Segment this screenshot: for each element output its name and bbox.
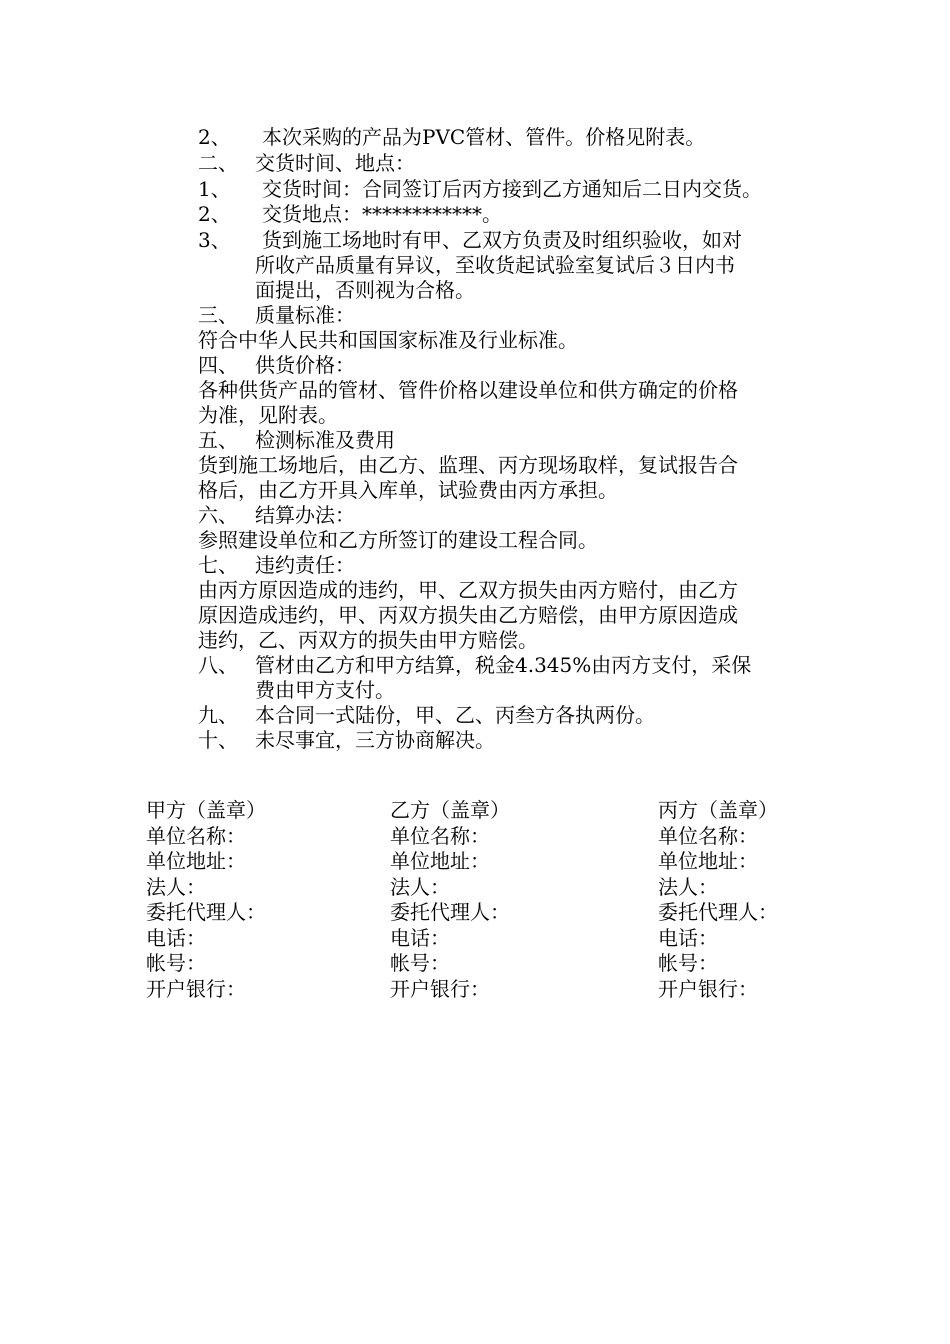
section-body: 原因造成违约，甲、丙双方损失由乙方赔偿，由甲方原因造成 bbox=[198, 603, 738, 627]
clause-text: 交货地点：************。 bbox=[262, 202, 502, 226]
field-label: 电话： bbox=[146, 925, 206, 950]
field-label: 委托代理人： bbox=[658, 900, 778, 924]
field-label: 开户银行： bbox=[390, 976, 490, 1001]
field-label: 电话： bbox=[390, 925, 450, 950]
field-label: 帐号： bbox=[146, 951, 206, 975]
section-number: 六、 bbox=[198, 503, 238, 527]
clause-number: 2、 bbox=[198, 202, 231, 226]
section-heading: 未尽事宜，三方协商解决。 bbox=[255, 728, 495, 752]
signature-block-party-b bbox=[390, 798, 510, 1002]
signature-block-party-a bbox=[146, 798, 266, 1002]
section-number: 十、 bbox=[198, 728, 238, 752]
section-heading: 费由甲方支付。 bbox=[255, 678, 395, 702]
clause-text: 货到施工场地时有甲、乙双方负责及时组织验收，如对 bbox=[262, 228, 742, 252]
field-label: 委托代理人： bbox=[390, 900, 510, 924]
section-body: 违约，乙、丙双方的损失由甲方赔偿。 bbox=[198, 628, 538, 652]
clause-number: 2、 bbox=[198, 125, 231, 149]
section-body: 货到施工场地后，由乙方、监理、丙方现场取样，复试报告合 bbox=[198, 453, 738, 477]
clause-text: 所收产品质量有异议，至收货起试验室复试后３日内书 bbox=[255, 253, 735, 277]
section-number: 三、 bbox=[198, 303, 238, 327]
field-label: 单位地址： bbox=[146, 849, 246, 873]
section-body: 格后，由乙方开具入库单，试验费由丙方承担。 bbox=[198, 478, 618, 502]
party-b-title: 乙方（盖章） bbox=[390, 798, 510, 822]
field-label: 法人： bbox=[390, 874, 450, 899]
clause-number: 1、 bbox=[198, 177, 231, 201]
section-heading: 检测标准及费用 bbox=[255, 428, 395, 452]
field-label: 委托代理人： bbox=[146, 900, 266, 924]
section-number: 九、 bbox=[198, 703, 238, 727]
section-body: 各种供货产品的管材、管件价格以建设单位和供方确定的价格 bbox=[198, 378, 738, 402]
clause-text: 本次采购的产品为PVC管材、管件。价格见附表。 bbox=[262, 125, 706, 149]
section-number: 八、 bbox=[198, 653, 238, 677]
field-label: 帐号： bbox=[658, 951, 718, 975]
party-c-title: 丙方（盖章） bbox=[658, 798, 778, 822]
section-heading: 质量标准： bbox=[255, 303, 355, 327]
clause-number: 3、 bbox=[198, 228, 231, 252]
party-a-title: 甲方（盖章） bbox=[146, 798, 266, 822]
section-heading: 本合同一式陆份，甲、乙、丙叁方各执两份。 bbox=[255, 703, 655, 727]
section-heading: 交货时间、地点： bbox=[255, 151, 415, 175]
section-heading: 供货价格： bbox=[255, 353, 355, 377]
field-label: 电话： bbox=[658, 925, 718, 950]
section-body: 由丙方原因造成的违约，甲、乙双方损失由丙方赔付，由乙方 bbox=[198, 578, 738, 602]
section-heading: 管材由乙方和甲方结算，税金4.345%由丙方支付，采保 bbox=[255, 653, 752, 677]
field-label: 开户银行： bbox=[146, 976, 246, 1001]
field-label: 单位名称： bbox=[658, 823, 758, 848]
field-label: 单位地址： bbox=[390, 849, 490, 873]
section-body: 为准，见附表。 bbox=[198, 403, 338, 427]
clause-text: 面提出，否则视为合格。 bbox=[255, 278, 475, 302]
section-body: 参照建设单位和乙方所签订的建设工程合同。 bbox=[198, 528, 598, 552]
field-label: 开户银行： bbox=[658, 976, 758, 1001]
section-number: 二、 bbox=[198, 151, 238, 175]
field-label: 单位名称： bbox=[146, 823, 246, 848]
clause-text: 交货时间：合同签订后丙方接到乙方通知后二日内交货。 bbox=[262, 177, 762, 201]
field-label: 单位名称： bbox=[390, 823, 490, 848]
section-number: 七、 bbox=[198, 553, 238, 577]
section-heading: 结算办法： bbox=[255, 503, 355, 527]
field-label: 单位地址： bbox=[658, 849, 758, 873]
section-body: 符合中华人民共和国国家标准及行业标准。 bbox=[198, 328, 578, 352]
field-label: 法人： bbox=[146, 874, 206, 899]
section-number: 四、 bbox=[198, 353, 238, 377]
field-label: 帐号： bbox=[390, 951, 450, 975]
section-number: 五、 bbox=[198, 428, 238, 452]
section-heading: 违约责任： bbox=[255, 553, 355, 577]
field-label: 法人： bbox=[658, 874, 718, 899]
signature-block-party-c bbox=[658, 798, 778, 1002]
